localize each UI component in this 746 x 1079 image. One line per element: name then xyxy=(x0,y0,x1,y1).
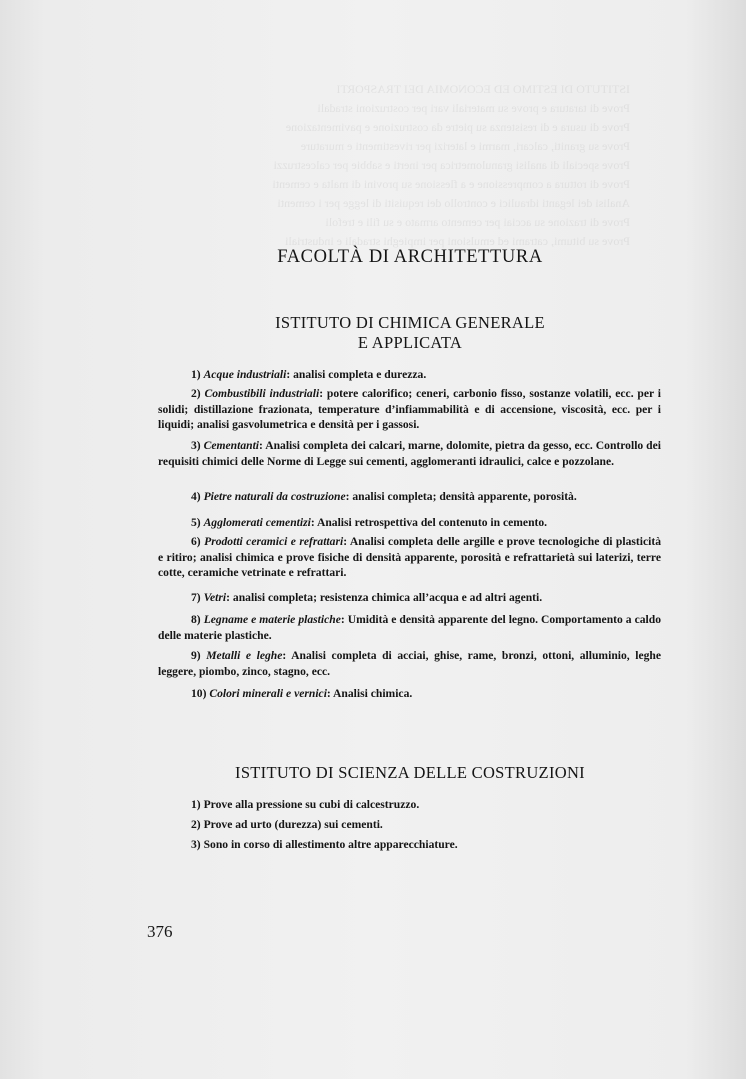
item-label: Prodotti ceramici e refrattari xyxy=(204,535,344,548)
item-label: Acque industriali xyxy=(203,368,287,381)
item-label: Cementanti xyxy=(203,439,260,452)
item-text: : Analisi retrospettiva del contenuto in cemento. xyxy=(310,516,548,529)
item-text: Sono in corso di allestimento altre apparecchiature. xyxy=(203,838,458,851)
institute-title-line2: E APPLICATA xyxy=(357,333,463,352)
list-item: 5) Agglomerati cementizi: Analisi retrospettiva del contenuto in cemento. xyxy=(191,516,548,529)
institute-title-line1: ISTITUTO DI CHIMICA GENERALE xyxy=(275,313,545,332)
list-item: 9) Metalli e leghe: Analisi completa di acciai, ghise, rame, bronzi, ottoni, alluminio, leghe leggere, piombo, zinco, stagno, ecc. xyxy=(158,649,661,678)
show-through-text: ISTITUTO DI ESTIMO ED ECONOMIA DEI TRASPORTI Prove di taratura e prove su materiali vari per costruzioni stradali Prove di usura e di resistenza su pietre da costruzione e pavimentazione Prove su graniti, calcari, marmi e laterizi per rivestimenti e murature Prove speciali di analisi granulometrica per inerti e sabbie per calcestruzzi Prove di rottura a compressione e a flessione su provini di malta e cementi Analisi dei leganti idraulici e controllo dei requisiti di legge per i cementi Prove di trazione su acciai per cemento armato e su fili e trefoli Prove su bitumi, catrami ed emulsioni per impieghi stradali e industriali xyxy=(272,82,630,248)
list-item: 7) Vetri: analisi completa; resistenza chimica all’acqua e ad altri agenti. xyxy=(191,591,543,604)
item-text: : Umidità e densità apparente del legno. Comportamento a caldo delle materie plastiche. xyxy=(158,613,662,642)
item-label: Legname e materie plastiche xyxy=(203,613,341,626)
item-text: : Analisi completa di acciai, ghise, rame, bronzi, ottoni, alluminio, leghe leggere, piombo, zinco, stagno, ecc. xyxy=(158,649,661,678)
item-text: : analisi completa; densità apparente, porosità. xyxy=(345,490,577,503)
item-label: Agglomerati cementizi xyxy=(203,516,311,529)
item-text: : analisi completa; resistenza chimica all’acqua e ad altri agenti. xyxy=(226,591,543,604)
page-number: 376 xyxy=(147,922,173,941)
item-text: : Analisi chimica. xyxy=(326,687,413,700)
list-item: 3) Sono in corso di allestimento altre apparecchiature. xyxy=(191,838,458,851)
list-item: 10) Colori minerali e vernici: Analisi chimica. xyxy=(191,687,413,700)
item-text: Prove ad urto (durezza) sui cementi. xyxy=(203,818,383,831)
faculty-title: FACOLTÀ DI ARCHITETTURA xyxy=(277,247,543,267)
item-text: : analisi completa e durezza. xyxy=(286,368,427,381)
list-item: 2) Combustibili industriali: potere calorifico; ceneri, carbonio fisso, sostanze volatili, ecc. per i solidi; distillazione frazionata, temperature d’infiammabilità e di accensione, viscosità, ecc. per i liquidi; analisi gasvolumetrica e densità per i gassosi. xyxy=(158,387,662,431)
item-text: : potere calorifico; ceneri, carbonio fisso, sostanze volatili, ecc. per i solidi; distillazione frazionata, temperature d’infiammabilità e di accensione, viscosità, ecc. per i liquidi; analisi gasvolumetrica e densità per i gassosi. xyxy=(158,387,662,431)
item-label: Colori minerali e vernici xyxy=(209,687,327,700)
item-label: Metalli e leghe xyxy=(206,649,283,662)
item-label: Combustibili industriali xyxy=(204,387,320,400)
list-item: 4) Pietre naturali da costruzione: analisi completa; densità apparente, porosità. xyxy=(191,490,577,503)
list-item: 3) Cementanti: Analisi completa dei calcari, marne, dolomite, pietra da gesso, ecc. Controllo dei requisiti chimici delle Norme di Legge sui cementi, agglomeranti idraulici, calce e pozzolane. xyxy=(158,439,661,468)
item-text: Prove alla pressione su cubi di calcestruzzo. xyxy=(203,798,420,811)
institute-title-chimica xyxy=(160,313,660,353)
list-item: 1) Prove alla pressione su cubi di calcestruzzo. xyxy=(191,798,420,811)
item-label: Pietre naturali da costruzione xyxy=(203,490,346,503)
list-item: 1) Acque industriali: analisi completa e durezza. xyxy=(191,368,427,381)
item-label: Vetri xyxy=(203,591,227,604)
list-item: 2) Prove ad urto (durezza) sui cementi. xyxy=(191,818,383,831)
institute-title-scienza: ISTITUTO DI SCIENZA DELLE COSTRUZIONI xyxy=(235,763,585,782)
list-item: 8) Legname e materie plastiche: Umidità e densità apparente del legno. Comportamento a caldo delle materie plastiche. xyxy=(158,613,662,642)
item-text: : Analisi completa delle argille e prove tecnologiche di plasticità e ritiro; analisi chimica e prove fisiche di densità apparente, porosità e refrattarietà sui laterizi, terre cotte, ceramiche vetrinate e refrattari. xyxy=(158,535,662,579)
list-item: 6) Prodotti ceramici e refrattari: Analisi completa delle argille e prove tecnologiche di plasticità e ritiro; analisi chimica e prove fisiche di densità apparente, porosità e refrattarietà sui laterizi, terre cotte, ceramiche vetrinate e refrattari. xyxy=(158,535,662,579)
item-text: : Analisi completa dei calcari, marne, dolomite, pietra da gesso, ecc. Controllo dei requisiti chimici delle Norme di Legge sui cementi, agglomeranti idraulici, calce e pozzolane. xyxy=(158,439,661,468)
